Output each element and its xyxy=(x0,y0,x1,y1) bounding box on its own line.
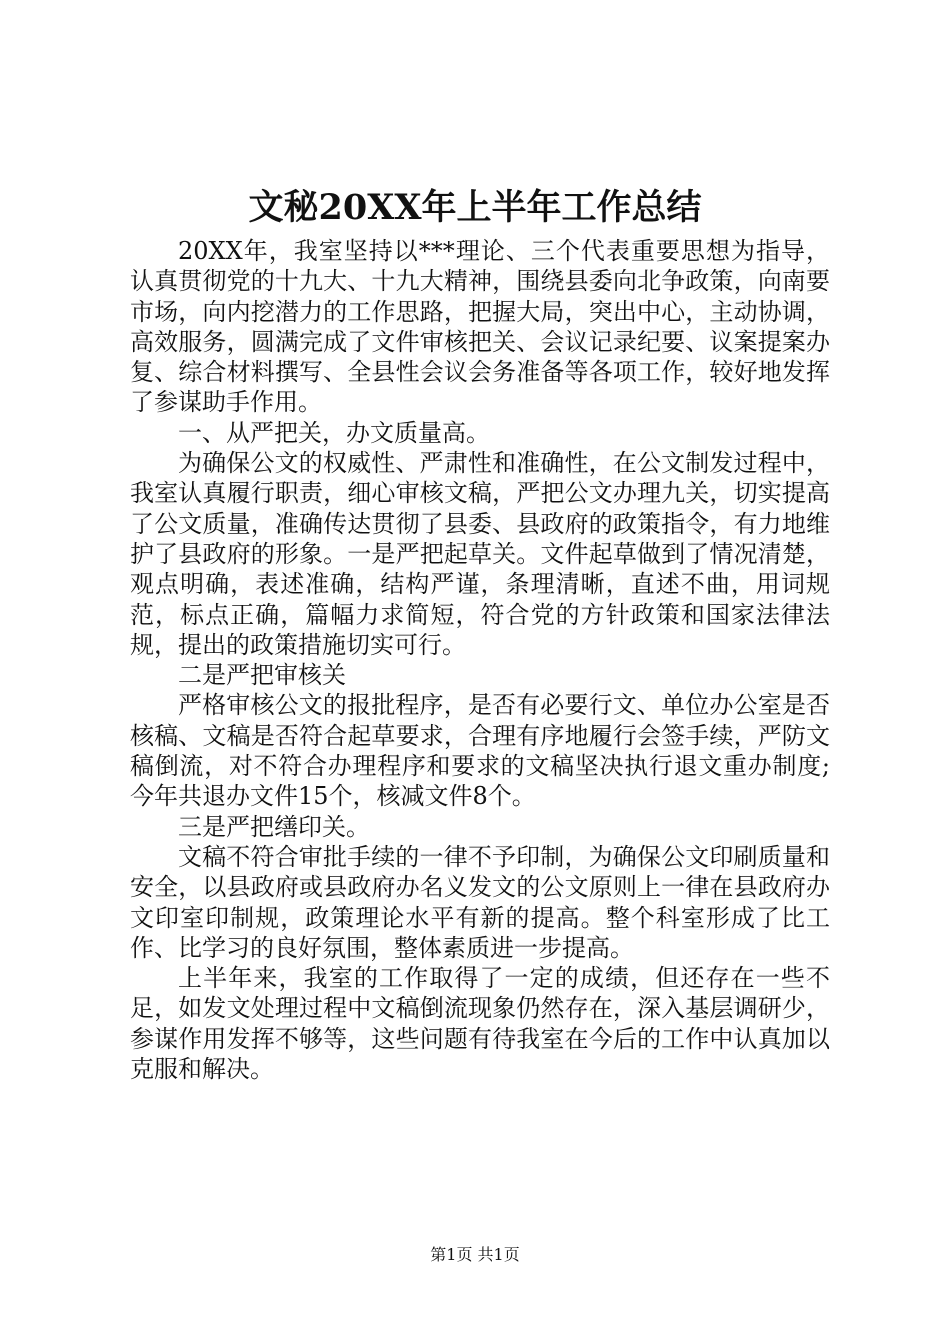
section-heading-2: 二是严把审核关 xyxy=(178,661,346,690)
document-body xyxy=(130,236,830,1084)
paragraph-intro: 20XX年，我室坚持以***理论、三个代表重要思想为指导，认真贯彻党的十九大、十九大精神，围绕县委向北争政策，向南要市场，向内挖潜力的工作思路，把握大局，突出中心，主动协调，高效服务，圆满完成了文件审核把关、会议记录纪要、议案提案办复、综合材料撰写、全县性会议会务准备等各项工作，较好地发挥了参谋助手作用。 xyxy=(130,237,830,417)
page-footer: 第1页 共1页 xyxy=(430,1245,520,1264)
paragraph-review: 严格审核公文的报批程序，是否有必要行文、单位办公室是否核稿、文稿是否符合起草要求，合理有序地履行会签手续，严防文稿倒流，对不符合办理程序和要求的文稿坚决执行退文重办制度;今年共退办文件15个，核减文件8个。 xyxy=(130,691,830,811)
section-heading-3: 三是严把缮印关。 xyxy=(178,812,370,841)
paragraph-quality: 为确保公文的权威性、严肃性和准确性，在公文制发过程中，我室认真履行职责，细心审核文稿，严把公文办理九关，切实提高了公文质量，准确传达贯彻了县委、县政府的政策指令，有力地维护了县政府的形象。一是严把起草关。文件起草做到了情况清楚，观点明确，表述准确，结构严谨，条理清晰，直述不曲，用词规范，标点正确，篇幅力求简短，符合党的方针政策和国家法律法规，提出的政策措施切实可行。 xyxy=(130,449,830,659)
section-heading-1: 一、从严把关，办文质量高。 xyxy=(178,418,490,447)
document-title: 文秘20XX年上半年工作总结 xyxy=(248,187,702,228)
paragraph-conclusion: 上半年来，我室的工作取得了一定的成绩，但还存在一些不足，如发文处理过程中文稿倒流现象仍然存在，深入基层调研少，参谋作用发挥不够等，这些问题有待我室在今后的工作中认真加以克服和解决。 xyxy=(130,964,830,1084)
paragraph-printing: 文稿不符合审批手续的一律不予印制，为确保公文印刷质量和安全，以县政府或县政府办名义发文的公文原则上一律在县政府办文印室印制规，政策理论水平有新的提高。整个科室形成了比工作、比学习的良好氛围，整体素质进一步提高。 xyxy=(130,842,830,962)
